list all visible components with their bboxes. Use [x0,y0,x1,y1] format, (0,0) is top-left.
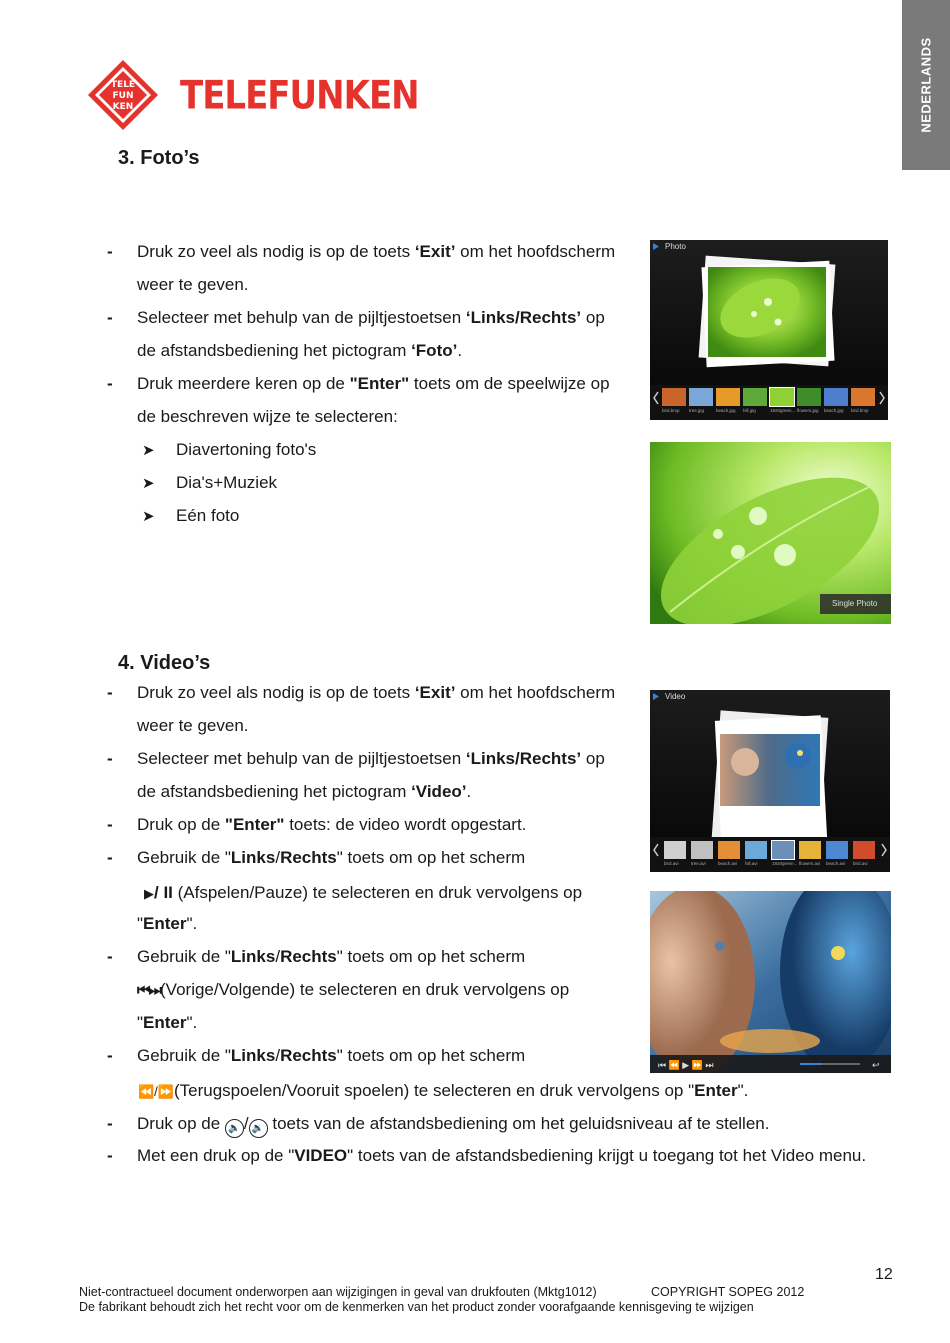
footer-rights: De fabrikant behoudt zich het recht voor om de kenmerken van het product zonder voorafgaande kennisgeving te wijzigen [79,1300,754,1314]
previous-next-icon: ⏮⏭ [137,982,161,999]
video-screen-label: Video [665,692,686,701]
video-thumb-labels: bird.avi tree.avi beach.avi hill.avi 1920green... flowers.avi beach.avi bird.avi [664,861,868,866]
svg-text:TELE: TELE [110,80,136,90]
photos-item-1-cont: weer te geven. [137,275,249,294]
bullet-dash: - [107,848,113,867]
photo-screen-label: Photo [665,242,686,251]
photos-item-1: Druk zo veel als nodig is op de toets ‘Exit’ om het hoofdscherm [137,242,616,261]
photos-subitem: Diavertoning foto's [176,440,317,459]
photos-item-3-cont: de beschreven wijze te selecteren: [137,407,398,426]
photo-menu-screenshot [650,240,888,420]
footer-copyright: COPYRIGHT SOPEG 2012 [651,1285,805,1299]
photo-thumb-labels: bird.bmp tree.jpg beach.jpg hill.jpg 1920green... flowers.jpg beach.jpg bird.bmp [662,408,869,413]
page-number: 12 [875,1266,893,1283]
volume-down-icon: 🔈 [225,1119,244,1138]
videos-item-5: Gebruik de "Links/Rechts" toets om op het scherm [137,947,526,966]
bullet-dash: - [107,749,113,768]
bullet-dash: - [107,1046,113,1065]
videos-item-2-cont: de afstandsbediening het pictogram ‘Video’. [137,782,472,801]
logo-emblem-icon [86,58,160,132]
bullet-dash: - [107,815,113,834]
videos-item-4-enter: "Enter". [137,914,198,933]
svg-text:FUN: FUN [112,91,134,101]
photos-subitem: Dia's+Muziek [176,473,278,492]
bullet-dash: - [107,242,113,261]
videos-item-1-cont: weer te geven. [137,716,249,735]
section-title-photos: 3. Foto’s [118,147,200,169]
arrow-bullet-icon: ➤ [142,475,155,492]
videos-item-2: Selecteer met behulp van de pijltjestoetsen ‘Links/Rechts’ op [137,749,605,768]
videos-item-4: Gebruik de "Links/Rechts" toets om op het scherm [137,848,526,867]
videos-item-3: Druk op de "Enter" toets: de video wordt opgestart. [137,815,527,834]
bullet-dash: - [107,374,113,393]
videos-item-8: Met een druk op de "VIDEO" toets van de afstandsbediening krijgt u toegang tot het Video menu. [137,1146,867,1165]
language-label: NEDERLANDS [918,37,934,133]
photos-item-2-cont: de afstandsbediening het pictogram ‘Foto’. [137,341,463,360]
single-photo-screenshot [650,442,891,624]
photos-item-3: Druk meerdere keren op de "Enter" toets om de speelwijze op [137,374,610,393]
footer-disclaimer: Niet-contractueel document onderworpen aan wijzigingen in geval van drukfouten (Mktg1012) [79,1285,597,1299]
rewind-forward-icon: ⏪/⏩ [138,1084,174,1099]
arrow-bullet-icon: ➤ [142,442,155,459]
svg-text:↩: ↩ [872,1060,880,1070]
videos-item-6-cont: ⏪/⏩(Terugspoelen/Vooruit spoelen) te selecteren en druk vervolgens op "Enter". [138,1081,749,1100]
videos-item-7: Druk op de 🔈 / 🔉 toets van de afstandsbediening om het geluidsniveau af te stellen. [137,1114,769,1138]
video-playback-screenshot [650,891,891,1073]
play-pause-symbol: / II [154,883,173,902]
brand-name: TELEFUNKEN [180,73,419,119]
videos-item-5-enter: "Enter". [137,1013,198,1032]
videos-item-1: Druk zo veel als nodig is op de toets ‘Exit’ om het hoofdscherm [137,683,616,702]
photos-item-2: Selecteer met behulp van de pijltjestoetsen ‘Links/Rechts’ op [137,308,605,327]
videos-item-5-cont: ⏮⏭(Vorige/Volgende) te selecteren en druk vervolgens op [137,980,570,999]
videos-item-4-cont: ▶/ II (Afspelen/Pauze) te selecteren en druk vervolgens op [144,883,583,902]
svg-text:KEN: KEN [112,102,134,112]
language-tab [902,0,950,170]
bullet-dash: - [107,308,113,327]
bullet-dash: - [107,683,113,702]
svg-text:⏮ ⏪ ▶ ⏩ ⏭: ⏮ ⏪ ▶ ⏩ ⏭ [658,1060,714,1070]
bullet-dash: - [107,1114,113,1133]
arrow-bullet-icon: ➤ [142,508,155,525]
bullet-dash: - [107,1146,113,1165]
telefunken-logo [86,58,160,132]
bullet-dash: - [107,947,113,966]
photos-subitem: Eén foto [176,506,240,525]
single-photo-label: Single Photo [832,599,878,608]
videos-item-6: Gebruik de "Links/Rechts" toets om op het scherm [137,1046,526,1065]
video-menu-screenshot [650,690,890,872]
section-title-videos: 4. Video’s [118,652,211,674]
play-icon: ▶ [144,886,154,901]
volume-up-icon: 🔉 [249,1119,268,1138]
